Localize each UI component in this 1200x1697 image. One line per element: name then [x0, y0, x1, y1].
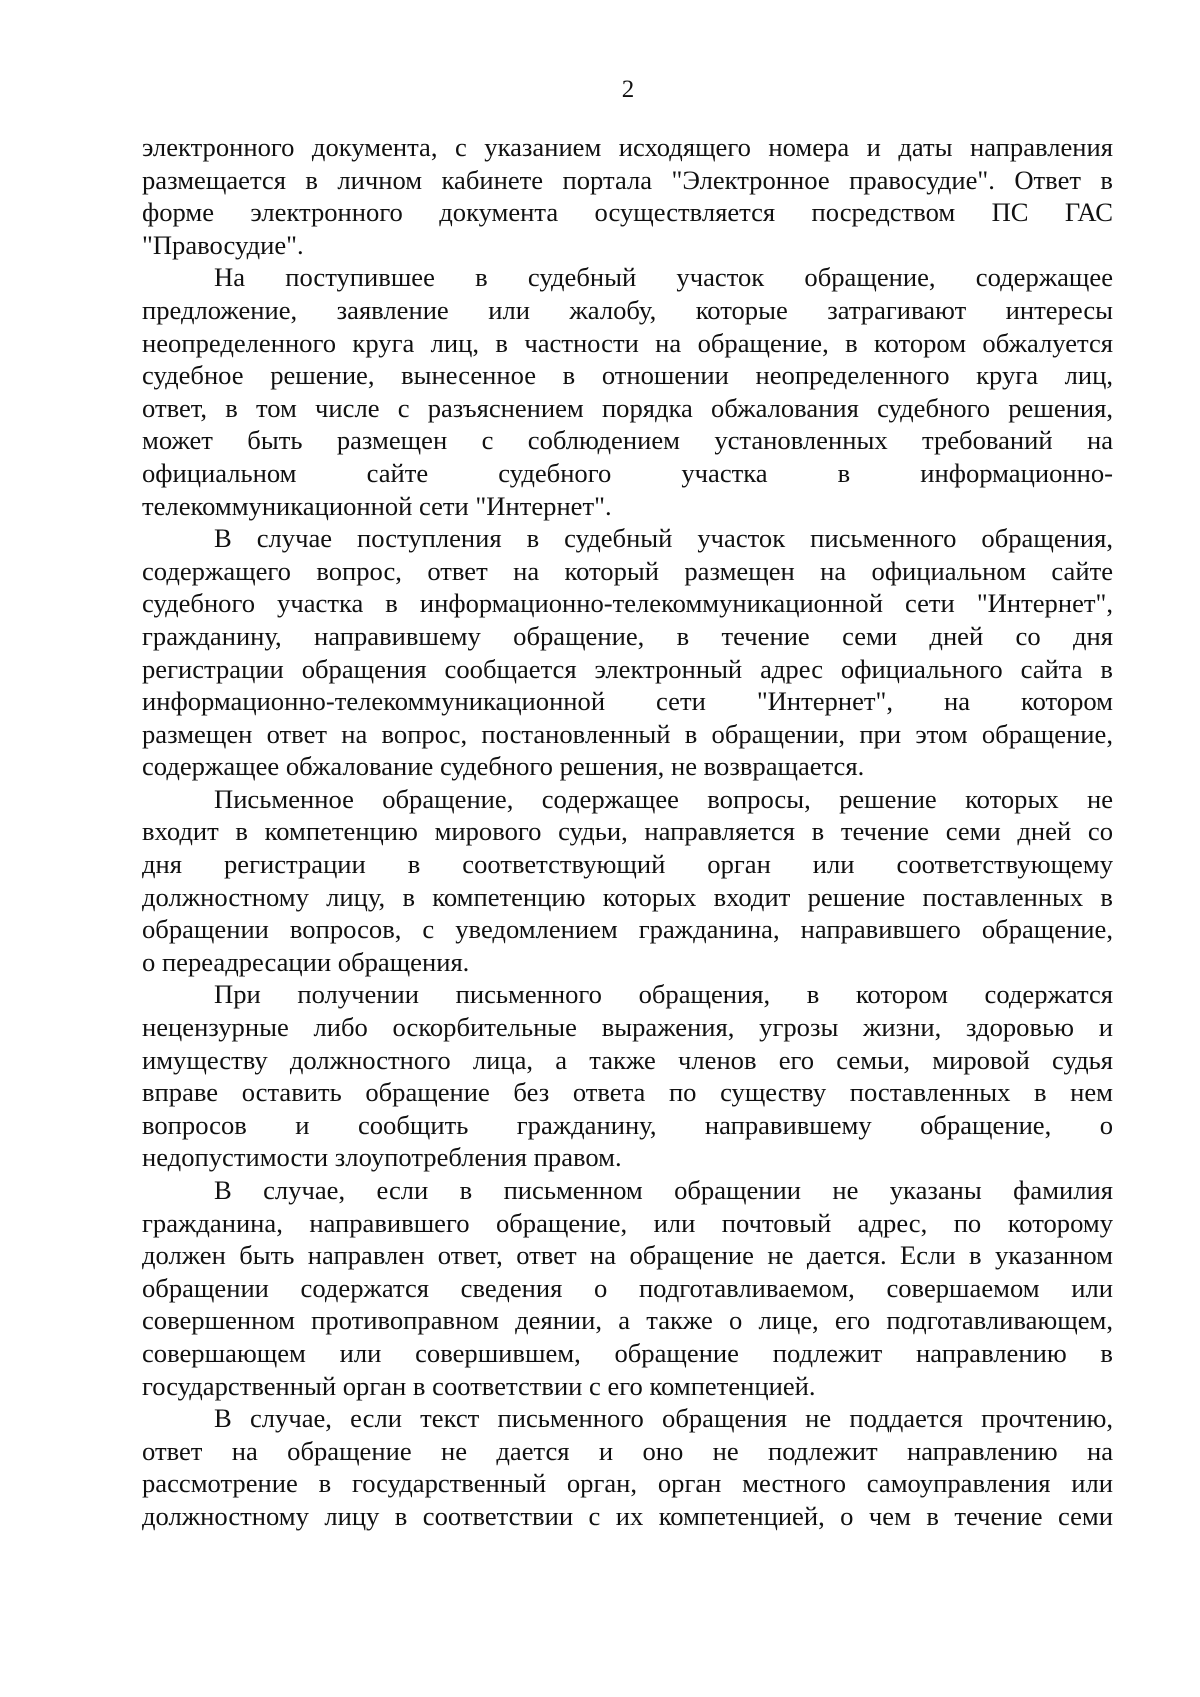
document-body — [142, 131, 1113, 1533]
text-line: нецензурные либо оскорбительные выражения, угрозы жизни, здоровью и — [142, 1012, 1113, 1043]
text-line: предложение, заявление или жалобу, которые затрагивают интересы — [142, 294, 1113, 325]
text-line: В случае поступления в судебный участок письменного обращения, — [214, 523, 1113, 554]
text-line: вправе оставить обращение без ответа по существу поставленных в нем — [142, 1077, 1113, 1108]
text-line: должностному лицу в соответствии с их компетенцией, о чем в течение семи — [142, 1500, 1113, 1531]
text-line: недопустимости злоупотребления правом. — [142, 1142, 622, 1173]
text-line: информационно-телекоммуникационной сети "Интернет", на котором — [142, 686, 1113, 717]
text-line: обращении содержатся сведения о подготавливаемом, совершаемом или — [142, 1272, 1113, 1303]
text-line: вопросов и сообщить гражданину, направившему обращение, о — [142, 1109, 1113, 1140]
paragraph — [142, 1174, 1113, 1402]
text-line: обращении вопросов, с уведомлением гражданина, направившего обращение, — [142, 914, 1113, 945]
text-line: гражданину, направившему обращение, в течение семи дней со дня — [142, 620, 1113, 651]
text-line: гражданина, направившего обращение, или почтовый адрес, по которому — [142, 1207, 1113, 1238]
text-line: электронного документа, с указанием исходящего номера и даты направления — [142, 132, 1113, 162]
text-line: должен быть направлен ответ, ответ на обращение не дается. Если в указанном — [142, 1240, 1113, 1271]
text-line: рассмотрение в государственный орган, орган местного самоуправления или — [142, 1468, 1113, 1499]
text-line: "Правосудие". — [142, 229, 304, 260]
page-number: 2 — [621, 76, 635, 103]
text-line: о переадресации обращения. — [142, 946, 470, 977]
paragraph — [142, 978, 1113, 1174]
text-line: совершенном противоправном деянии, а также о лице, его подготавливающем, — [142, 1305, 1113, 1336]
paragraph — [142, 1402, 1113, 1532]
text-line: В случае, если текст письменного обращения не поддается прочтению, — [214, 1403, 1113, 1434]
text-line: При получении письменного обращения, в котором содержатся — [214, 979, 1113, 1010]
text-line: государственный орган в соответствии с его компетенцией. — [142, 1370, 816, 1401]
text-line: судебное решение, вынесенное в отношении неопределенного круга лиц, — [142, 360, 1113, 391]
paragraph — [142, 783, 1113, 979]
text-line: Письменное обращение, содержащее вопросы, решение которых не — [214, 783, 1113, 814]
text-line: дня регистрации в соответствующий орган или соответствующему — [142, 849, 1113, 880]
text-line: официальном сайте судебного участка в информационно- — [142, 457, 1113, 488]
text-line: входит в компетенцию мирового судьи, направляется в течение семи дней со — [142, 816, 1113, 847]
text-line: В случае, если в письменном обращении не указаны фамилия — [214, 1175, 1113, 1205]
paragraph — [142, 522, 1113, 783]
text-line: содержащее обжалование судебного решения, не возвращается. — [142, 751, 865, 782]
text-line: телекоммуникационной сети "Интернет". — [142, 490, 612, 521]
text-line: ответ, в том числе с разъяснением порядка обжалования судебного решения, — [142, 392, 1113, 423]
text-line: судебного участка в информационно-телекоммуникационной сети "Интернет", — [142, 588, 1113, 619]
text-line: На поступившее в судебный участок обращение, содержащее — [214, 262, 1113, 293]
text-line: ответ на обращение не дается и оно не подлежит направлению на — [142, 1435, 1113, 1466]
text-line: имуществу должностного лица, а также членов его семьи, мировой судья — [142, 1044, 1113, 1075]
text-line: форме электронного документа осуществляется посредством ПС ГАС — [142, 197, 1113, 228]
text-line: регистрации обращения сообщается электронный адрес официального сайта в — [142, 653, 1113, 684]
text-line: совершающем или совершившем, обращение подлежит направлению в — [142, 1337, 1113, 1368]
text-line: может быть размещен с соблюдением установленных требований на — [142, 425, 1113, 456]
text-line: размещается в личном кабинете портала "Электронное правосудие". Ответ в — [142, 164, 1113, 195]
paragraph — [142, 131, 1113, 261]
text-line: размещен ответ на вопрос, постановленный в обращении, при этом обращение, — [142, 718, 1113, 749]
text-line: неопределенного круга лиц, в частности на обращение, в котором обжалуется — [142, 327, 1113, 358]
paragraph — [142, 261, 1113, 522]
text-line: должностному лицу, в компетенцию которых входит решение поставленных в — [142, 881, 1113, 912]
text-line: содержащего вопрос, ответ на который размещен на официальном сайте — [142, 555, 1113, 586]
